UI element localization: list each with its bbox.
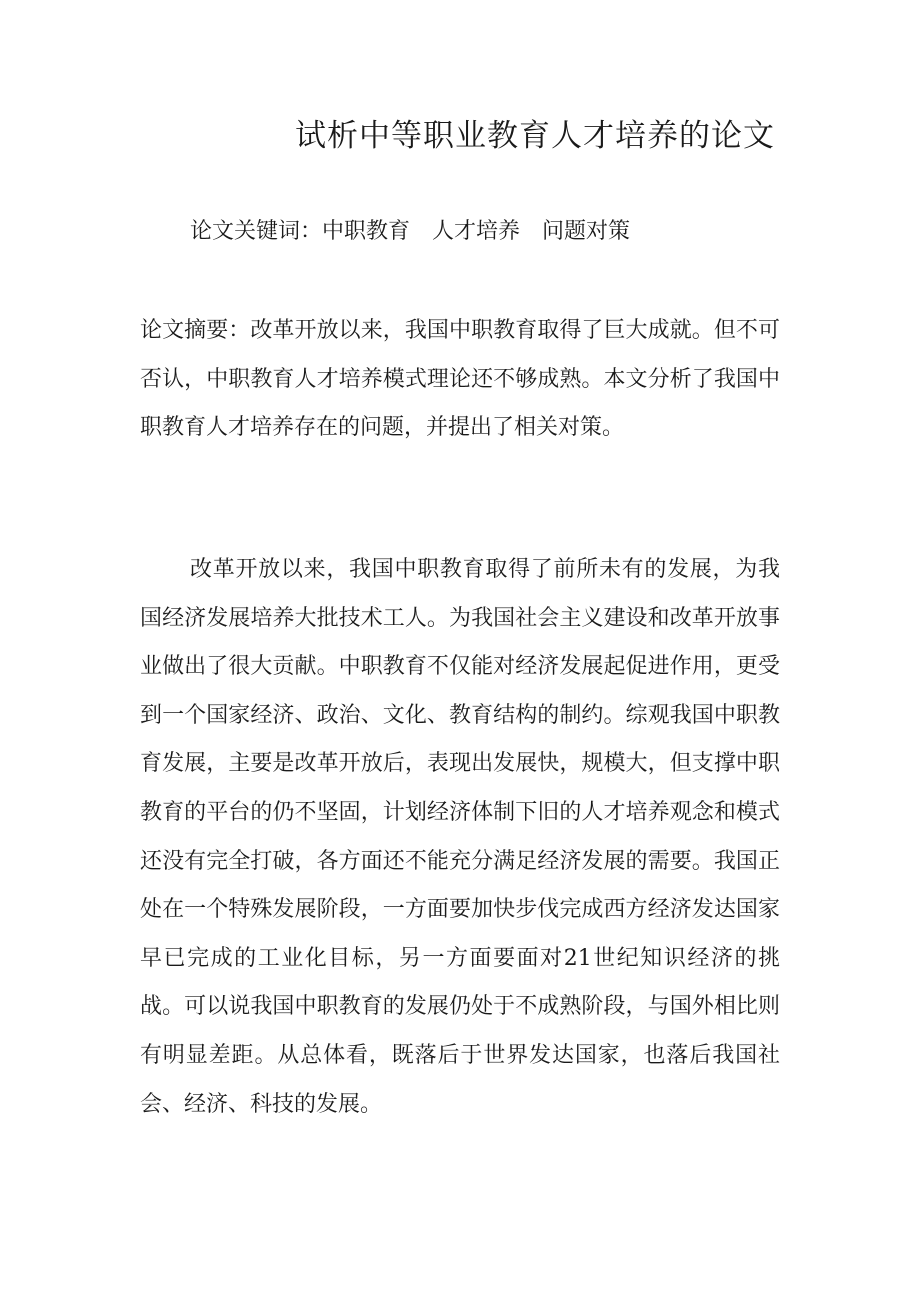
body-paragraph: 改革开放以来，我国中职教育取得了前所未有的发展，为我国经济发展培养大批技术工人。为我国社会主义建设和改革开放事业做出了很大贡献。中职教育不仅能对经济发展起促进作用，更受到一个国家经济、政治、文化、教育结构的制约。综观我国中职教育发展，主要是改革开放后，表现出发展快，规模大，但支撑中职教育的平台的仍不坚固，计划经济体制下旧的人才培养观念和模式还没有完全打破，各方面还不能充分满足经济发展的需要。我国正处在一个特殊发展阶段，一方面要加快步伐完成西方经济发达国家早已完成的工业化目标，另一方面要面对21世纪知识经济的挑战。可以说我国中职教育的发展仍处于不成熟阶段，与国外相比则有明显差距。从总体看，既落后于世界发达国家，也落后我国社会、经济、科技的发展。: [140, 557, 780, 1117]
document-title: 试析中等职业教育人才培养的论文: [295, 118, 775, 154]
abstract-paragraph: 论文摘要：改革开放以来，我国中职教育取得了巨大成就。但不可否认，中职教育人才培养模式理论还不够成熟。本文分析了我国中职教育人才培养存在的问题，并提出了相关对策。: [140, 318, 780, 441]
keywords-line: 论文关键词：中职教育 人才培养 问题对策: [190, 219, 631, 244]
